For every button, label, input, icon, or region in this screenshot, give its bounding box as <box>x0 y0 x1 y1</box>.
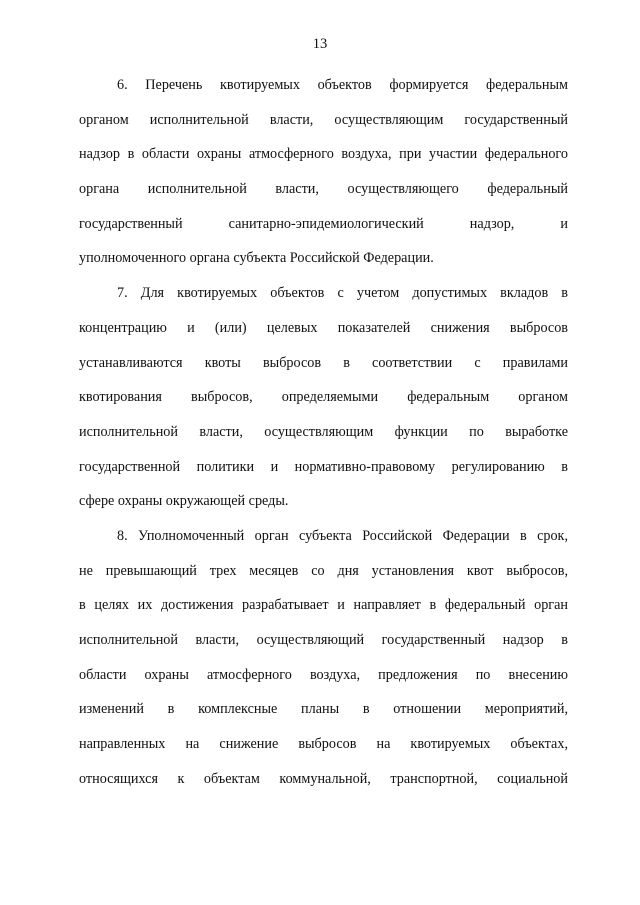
paragraph-line: исполнительной власти, осуществляющий государственный надзор в <box>79 632 568 648</box>
paragraph-7 <box>79 276 568 519</box>
paragraph-line: 6. Перечень квотируемых объектов формируется федеральным <box>117 77 568 93</box>
paragraph-line: квотирования выбросов, определяемыми федеральным органом <box>79 389 568 406</box>
paragraph-line: области охраны атмосферного воздуха, предложения по внесению <box>79 666 568 683</box>
paragraph-line: концентрацию и (или) целевых показателей снижения выбросов <box>79 319 568 336</box>
document-body <box>79 68 568 796</box>
paragraph-line: относящихся к объектам коммунальной, транспортной, социальной <box>79 770 568 787</box>
paragraph-line: органом исполнительной власти, осуществляющим государственный <box>79 111 568 128</box>
paragraph-line: уполномоченного органа субъекта Российской Федерации. <box>79 250 434 267</box>
paragraph-line: не превышающий трех месяцев со дня установления квот выбросов, <box>79 562 568 579</box>
paragraph-line: государственной политики и нормативно-правовому регулированию в <box>79 458 568 475</box>
paragraph-line: надзор в области охраны атмосферного воздуха, при участии федерального <box>79 146 568 163</box>
paragraph-line: устанавливаются квоты выбросов в соответствии с правилами <box>79 354 568 371</box>
paragraph-line: сфере охраны окружающей среды. <box>79 493 289 510</box>
paragraph-line: изменений в комплексные планы в отношении мероприятий, <box>79 701 568 718</box>
paragraph-8 <box>79 519 568 797</box>
paragraph-line: 7. Для квотируемых объектов с учетом допустимых вкладов в <box>117 285 568 302</box>
paragraph-6 <box>79 68 568 276</box>
paragraph-line: органа исполнительной власти, осуществляющего федеральный <box>79 181 568 198</box>
page-number: 13 <box>312 36 328 52</box>
paragraph-line: в целях их достижения разрабатывает и направляет в федеральный орган <box>79 597 568 614</box>
paragraph-line: 8. Уполномоченный орган субъекта Российской Федерации в срок, <box>117 527 568 544</box>
paragraph-line: исполнительной власти, осуществляющим функции по выработке <box>79 423 568 440</box>
paragraph-line: государственный санитарно-эпидемиологический надзор, и <box>79 215 568 232</box>
paragraph-line: направленных на снижение выбросов на квотируемых объектах, <box>79 736 568 753</box>
